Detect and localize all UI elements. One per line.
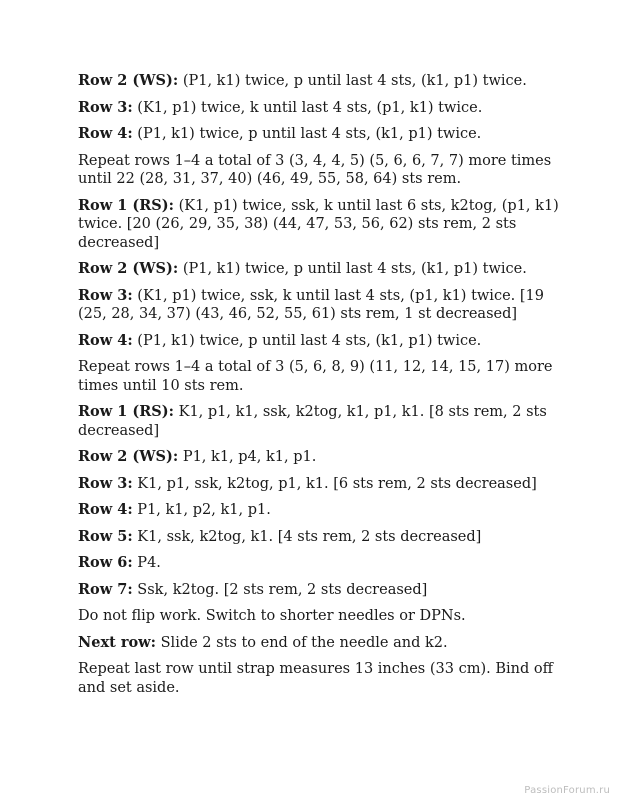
instruction-paragraph bbox=[78, 197, 568, 253]
row-label: Row 2 (WS): bbox=[78, 260, 179, 277]
row-text: (P1, k1) twice, p until last 4 sts, (k1, p1) twice. bbox=[132, 332, 482, 349]
instruction-paragraph bbox=[78, 332, 568, 351]
instruction-paragraph bbox=[78, 260, 568, 279]
row-text: P4. bbox=[132, 555, 161, 571]
instruction-paragraph bbox=[78, 287, 568, 324]
row-text: Ssk, k2tog. [2 sts rem, 2 sts decreased] bbox=[132, 581, 428, 598]
row-text: Repeat last row until strap measures 13 inches (33 cm). Bind off and set aside. bbox=[78, 661, 553, 696]
instruction-paragraph bbox=[78, 660, 568, 697]
row-label: Row 7: bbox=[78, 580, 133, 598]
row-text: (K1, p1) twice, k until last 4 sts, (p1, k1) twice. bbox=[132, 99, 483, 116]
row-label: Row 3: bbox=[78, 474, 133, 492]
row-text: (P1, k1) twice, p until last 4 sts, (k1, p1) twice. bbox=[178, 261, 527, 277]
row-label: Next row: bbox=[78, 633, 157, 651]
instruction-paragraph bbox=[78, 125, 568, 144]
row-label: Row 1 (RS): bbox=[78, 403, 174, 420]
row-text: Slide 2 sts to end of the needle and k2. bbox=[156, 634, 448, 651]
instruction-paragraph bbox=[78, 448, 568, 467]
row-label: Row 4: bbox=[78, 125, 133, 142]
row-label: Row 5: bbox=[78, 527, 133, 545]
row-text: P1, k1, p2, k1, p1. bbox=[132, 502, 271, 518]
row-text: Repeat rows 1–4 a total of 3 (5, 6, 8, 9) (11, 12, 14, 15, 17) more times until 10 sts rem. bbox=[78, 359, 553, 394]
row-text: K1, ssk, k2tog, k1. [4 sts rem, 2 sts decreased] bbox=[132, 528, 482, 545]
row-label: Row 3: bbox=[78, 286, 133, 304]
row-text: K1, p1, k1, ssk, k2tog, k1, p1, k1. [8 sts rem, 2 sts decreased] bbox=[78, 404, 547, 439]
instruction-paragraph bbox=[78, 528, 568, 547]
instruction-paragraph bbox=[78, 501, 568, 520]
row-label: Row 6: bbox=[78, 554, 133, 571]
instruction-paragraph bbox=[78, 554, 568, 573]
instruction-paragraph bbox=[78, 634, 568, 653]
instruction-paragraph bbox=[78, 152, 568, 189]
row-text: (K1, p1) twice, ssk, k until last 4 sts, (p1, k1) twice. [19 (25, 28, 34, 37) (43, 46, 52, 55, 61) sts rem, 1 st decreased] bbox=[78, 287, 544, 322]
instruction-paragraph bbox=[78, 475, 568, 494]
instruction-paragraph bbox=[78, 607, 568, 626]
row-text: Do not flip work. Switch to shorter needles or DPNs. bbox=[78, 608, 466, 624]
row-text: (P1, k1) twice, p until last 4 sts, (k1, p1) twice. bbox=[178, 73, 527, 89]
row-text: K1, p1, ssk, k2tog, p1, k1. [6 sts rem, 2 sts decreased] bbox=[132, 475, 537, 492]
instruction-paragraph bbox=[78, 581, 568, 600]
row-label: Row 4: bbox=[78, 331, 133, 349]
instruction-paragraph bbox=[78, 99, 568, 118]
row-label: Row 2 (WS): bbox=[78, 72, 179, 89]
row-text: P1, k1, p4, k1, p1. bbox=[178, 449, 317, 465]
row-label: Row 4: bbox=[78, 501, 133, 518]
instruction-paragraph bbox=[78, 72, 568, 91]
watermark: PassionForum.ru bbox=[524, 785, 610, 796]
instruction-paragraph bbox=[78, 358, 568, 395]
row-label: Row 2 (WS): bbox=[78, 448, 179, 465]
row-text: (P1, k1) twice, p until last 4 sts, (k1, p1) twice. bbox=[132, 126, 482, 142]
instruction-paragraph bbox=[78, 403, 568, 440]
row-label: Row 3: bbox=[78, 98, 133, 116]
row-label: Row 1 (RS): bbox=[78, 196, 174, 214]
row-text: (K1, p1) twice, ssk, k until last 6 sts, k2tog, (p1, k1) twice. [20 (26, 29, 35, 38) (44, 47, 53, 56, 62) sts rem, 2 sts decreased] bbox=[78, 197, 559, 251]
pattern-instructions bbox=[78, 72, 568, 705]
row-text: Repeat rows 1–4 a total of 3 (3, 4, 4, 5) (5, 6, 6, 7, 7) more times until 22 (28, 31, 37, 40) (46, 49, 55, 58, 64) sts rem. bbox=[78, 152, 552, 187]
